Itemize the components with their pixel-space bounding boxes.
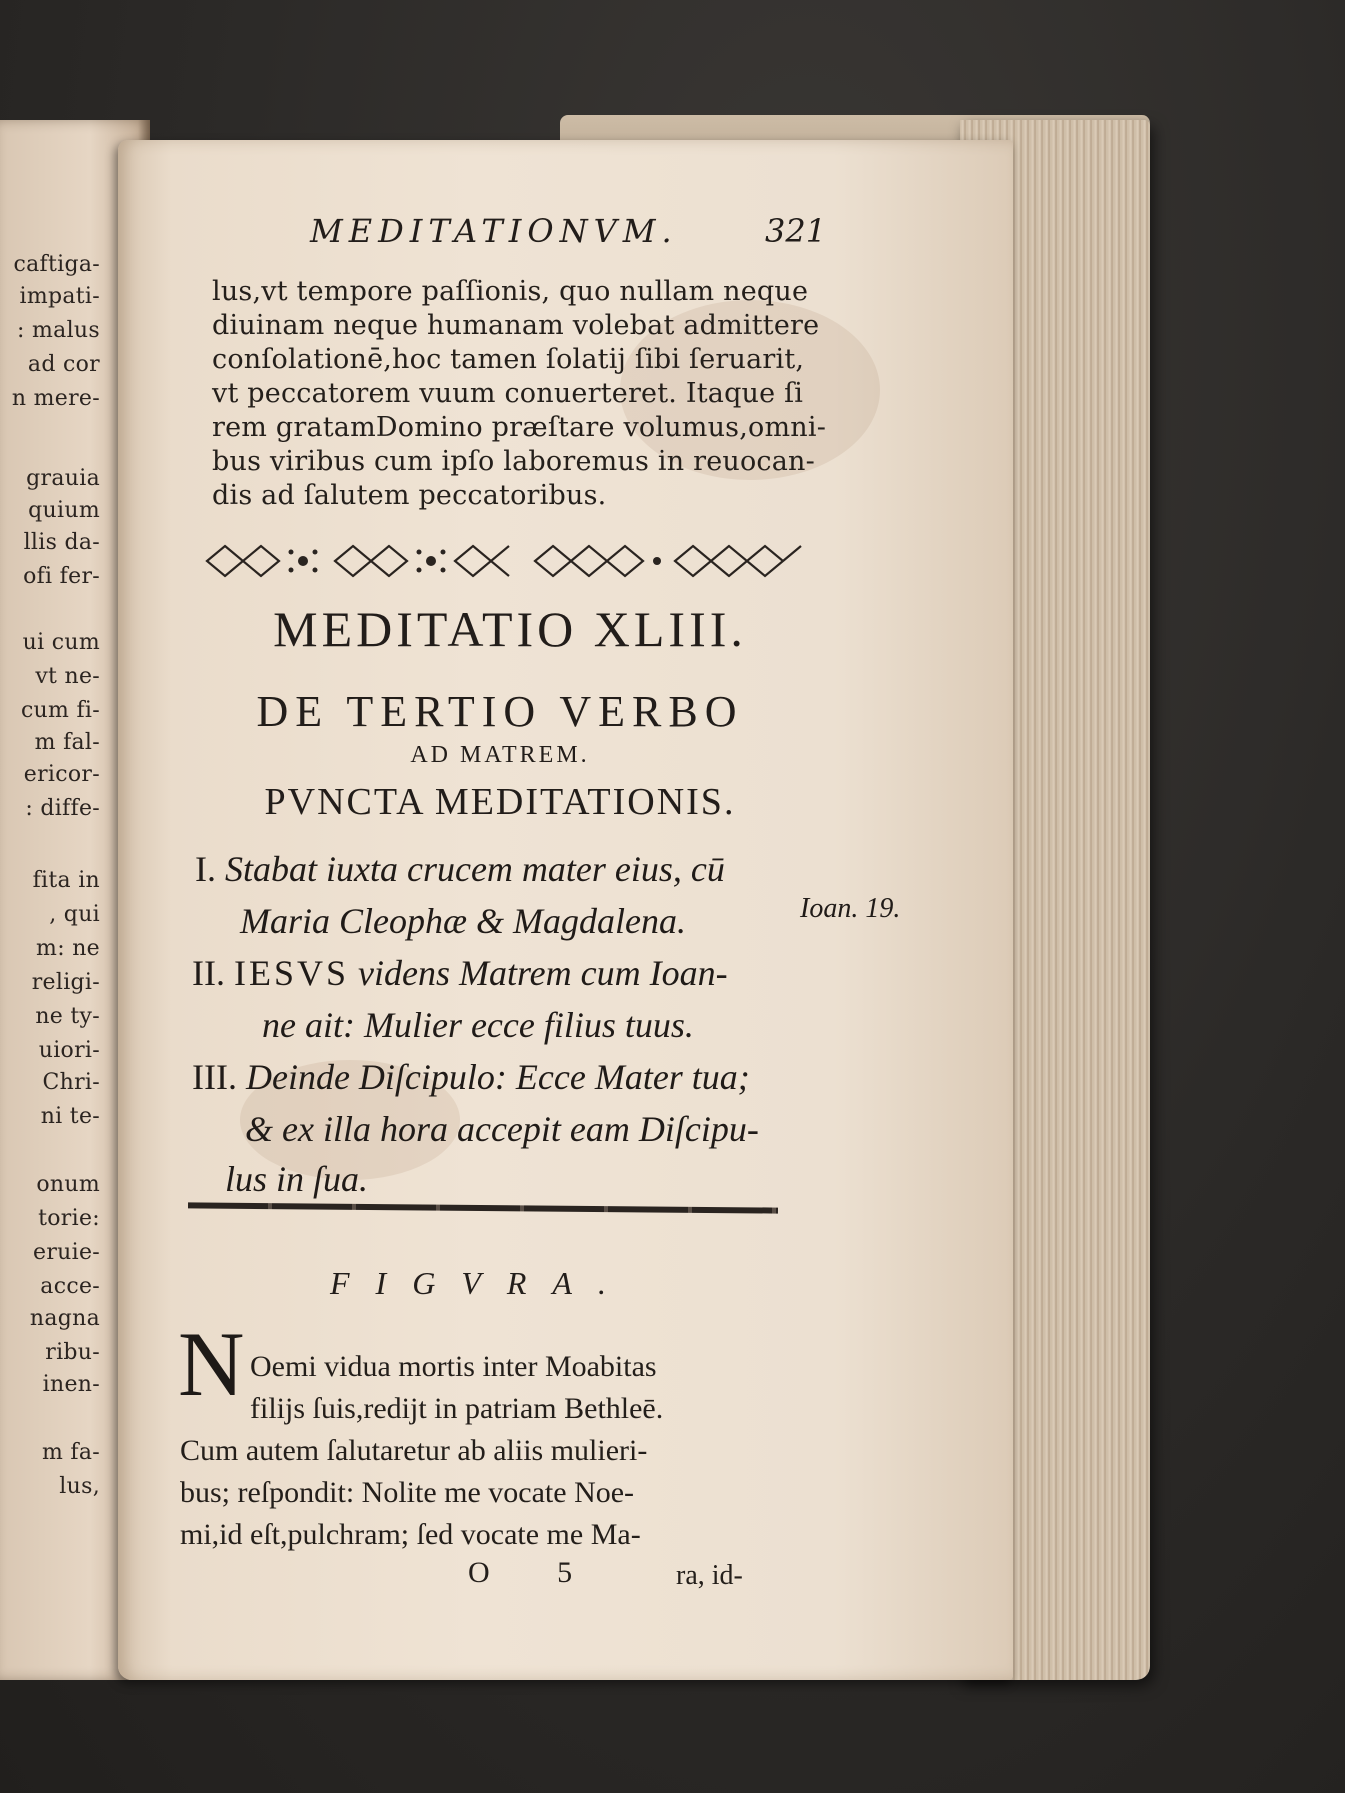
catchword: ra, id- — [676, 1560, 743, 1591]
figura-line: Oemi vidua mortis inter Moabitas — [250, 1350, 657, 1383]
point-1-line-1 — [195, 848, 725, 890]
left-page-line-end: ericor- — [23, 762, 100, 787]
left-page-line-end: torie: — [38, 1206, 100, 1231]
left-page-line-end: Chri- — [42, 1070, 100, 1095]
left-page-line-end: caftiga- — [13, 252, 100, 277]
meditation-subject: DE TERTIO VERBO — [256, 687, 744, 736]
point-number: I. — [195, 849, 216, 889]
left-page-line-end: acce- — [40, 1274, 100, 1299]
point-number: II. — [192, 953, 225, 993]
point-text: Stabat iuxta crucem mater eius, cū — [225, 849, 725, 889]
left-page-line-end: ribu- — [45, 1340, 100, 1365]
left-page-line-end: m fa- — [41, 1440, 100, 1465]
figura-line: bus; reſpondit: Nolite me vocate Noe- — [180, 1476, 635, 1509]
point-3-line-2 — [245, 1108, 759, 1150]
left-page-line-end: llis da- — [23, 530, 100, 555]
left-page-line-end: m fal- — [34, 730, 100, 755]
left-page-line-end: uiori- — [38, 1038, 100, 1063]
left-page-line-end: , qui — [49, 902, 100, 927]
drop-capital: N — [178, 1313, 245, 1415]
point-text: ne ait: Mulier ecce filius tuus. — [262, 1005, 694, 1045]
left-page-line-end: n mere- — [11, 386, 100, 411]
left-page-line-end: nagna — [29, 1306, 100, 1331]
opening-line: bus viribus cum ipſo laboremus in reuocan- — [212, 446, 815, 477]
left-page-line-end: impati- — [19, 284, 100, 309]
left-page-line-end: lus, — [59, 1474, 100, 1499]
opening-line: vt peccatorem vuum conuerteret. Itaque ſi — [212, 378, 804, 409]
meditation-title: MEDITATIO XLIII. — [273, 601, 747, 657]
left-page-line-end: : diffe- — [25, 796, 100, 821]
signature-mark: O 5 — [468, 1556, 603, 1589]
left-page-line-end: ni te- — [40, 1104, 100, 1129]
left-page-line-end: : malus — [17, 318, 100, 343]
point-text: Deinde Diſcipulo: Ecce Mater tua; — [245, 1057, 750, 1097]
figura-line: mi,id eſt,pulchram; ſed vocate me Ma- — [180, 1518, 641, 1551]
meditation-subject-continued: AD MATREM. — [410, 742, 590, 768]
left-page-line-end: quium — [28, 498, 100, 523]
left-page-line-end: inen- — [42, 1372, 100, 1397]
point-text: videns Matrem cum Ioan- — [358, 953, 728, 993]
point-2-line-1 — [192, 952, 728, 994]
running-head: MEDITATIONVM. — [310, 212, 678, 250]
opening-line: conſolationē,hoc tamen ſolatij ſibi ſeruarit, — [212, 344, 805, 375]
left-page-line-end: fita in — [32, 868, 100, 893]
left-page-line-end: grauia — [26, 466, 100, 491]
point-3-line-3 — [225, 1158, 368, 1200]
left-page-line-end: vt ne- — [35, 664, 100, 689]
point-2-line-2 — [262, 1004, 694, 1046]
page-number: 321 — [765, 212, 827, 250]
point-caps: IESVS — [233, 953, 350, 993]
point-number: III. — [192, 1057, 237, 1097]
left-page-line-end: ui cum — [22, 630, 100, 655]
left-page-line-end: religi- — [31, 970, 100, 995]
left-page-line-end: onum — [36, 1172, 100, 1197]
point-text: & ex illa hora accepit eam Diſcipu- — [245, 1109, 759, 1149]
opening-line: rem gratamDomino præſtare volumus,omni- — [212, 412, 827, 443]
margin-reference: Ioan. 19. — [800, 893, 901, 924]
opening-line: diuinam neque humanam volebat admittere — [212, 310, 820, 341]
opening-line: dis ad ſalutem peccatoribus. — [212, 480, 607, 511]
point-1-line-2 — [240, 900, 686, 942]
point-3-line-1 — [192, 1056, 750, 1098]
left-page-line-end: ofi fer- — [23, 564, 100, 589]
figura-line: Cum autem ſalutaretur ab aliis mulieri- — [180, 1434, 648, 1467]
figura-line: filijs ſuis,redijt in patriam Bethleē. — [250, 1392, 664, 1425]
opening-line: lus,vt tempore paſſionis, quo nullam neque — [212, 276, 809, 307]
left-page-line-end: ne ty- — [35, 1004, 100, 1029]
left-page-line-end: ad cor — [27, 352, 100, 377]
puncta-heading: PVNCTA MEDITATIONIS. — [264, 781, 736, 823]
left-page-line-end: cum fi- — [20, 698, 100, 723]
figura-heading: FIGVRA. — [330, 1265, 632, 1301]
point-text: lus in ſua. — [225, 1159, 369, 1199]
left-page-line-end: eruie- — [33, 1240, 100, 1265]
point-text: Maria Cleophæ & Magdalena. — [240, 901, 686, 941]
left-page-line-end: m: ne — [36, 936, 100, 961]
ornament-band — [205, 538, 805, 584]
